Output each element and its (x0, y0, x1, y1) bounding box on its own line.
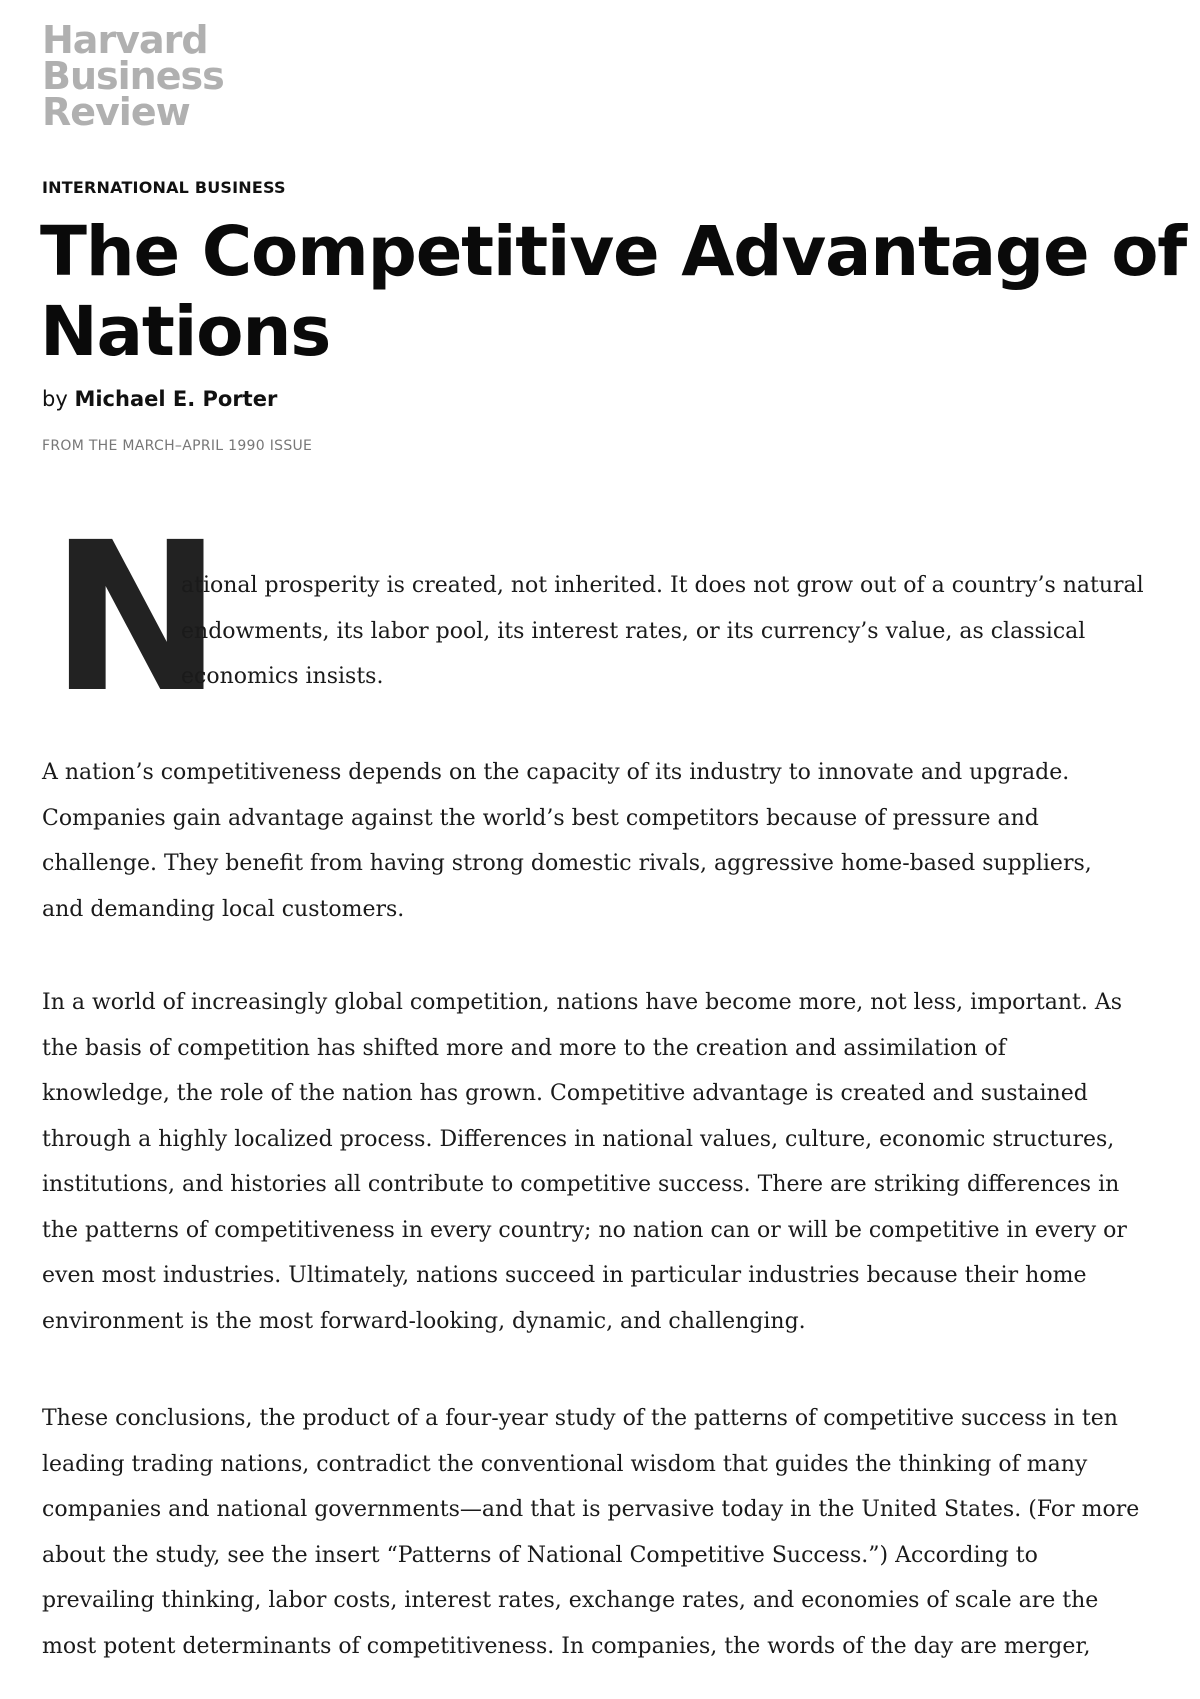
paragraph-line: In a world of increasingly global competition, nations have become more, not less, important. As (42, 990, 1123, 1015)
issue-label[interactable]: FROM THE MARCH–APRIL 1990 ISSUE (42, 438, 313, 454)
paragraph-line: the basis of competition has shifted more and more to the creation and assimilation of (42, 1035, 1006, 1061)
paragraph-line: knowledge, the role of the nation has grown. Competitive advantage is created and sustained (42, 1081, 1088, 1106)
paragraph-line: about the study, see the insert “Patterns of National Competitive Success.”) According to (42, 1542, 1038, 1568)
paragraph-line: and demanding local customers. (42, 896, 405, 922)
paragraph-line: prevailing thinking, labor costs, interest rates, exchange rates, and economies of scale are the (42, 1588, 1099, 1613)
paragraph-3 (42, 980, 1167, 1344)
paragraph-line: through a highly localized process. Differences in national values, culture, economic structures, (42, 1126, 1115, 1152)
title-line-1: The Competitive Advantage of (40, 212, 1187, 292)
paragraph-4 (42, 1396, 1167, 1669)
drop-cap: N (50, 498, 223, 738)
logo-line-3: Review (42, 90, 190, 134)
lead-paragraph (181, 563, 1171, 700)
logo-line-1: Harvard (42, 18, 208, 62)
paragraph-line: institutions, and histories all contribute to competitive success. There are striking differences in (42, 1172, 1120, 1197)
paragraph-line: A nation’s competitiveness depends on the capacity of its industry to innovate and upgrade. (42, 760, 1070, 785)
paragraph-line: most potent determinants of competitiveness. In companies, the words of the day are merger, (42, 1633, 1091, 1659)
lead-line: economics insists. (181, 664, 384, 689)
byline (42, 387, 277, 411)
byline-prefix: by (42, 387, 68, 411)
article-title (40, 212, 1187, 372)
paragraph-line: leading trading nations, contradict the conventional wisdom that guides the thinking of many (42, 1451, 1088, 1477)
paragraph-line: the patterns of competitiveness in every country; no nation can or will be competitive in every or (42, 1217, 1127, 1243)
paragraph-line: even most industries. Ultimately, nations succeed in particular industries because their home (42, 1263, 1087, 1288)
lead-line: endowments, its labor pool, its interest rates, or its currency’s value, as classical (181, 618, 1086, 644)
paragraph-line: Companies gain advantage against the world’s best competitors because of pressure and (42, 805, 1039, 831)
author-link[interactable]: Michael E. Porter (74, 387, 278, 411)
paragraph-line: challenge. They benefit from having strong domestic rivals, aggressive home-based suppliers, (42, 851, 1092, 876)
logo-line-2: Business (42, 54, 224, 98)
title-line-2: Nations (40, 292, 331, 372)
category-label[interactable]: INTERNATIONAL BUSINESS (42, 178, 286, 197)
paragraph-line: These conclusions, the product of a four-year study of the patterns of competitive success in ten (42, 1406, 1118, 1431)
paragraph-2 (42, 750, 1167, 932)
hbr-logo[interactable] (42, 18, 224, 134)
paragraph-line: companies and national governments—and that is pervasive today in the United States. (For more (42, 1497, 1140, 1522)
paragraph-line: environment is the most forward-looking, dynamic, and challenging. (42, 1308, 806, 1334)
lead-line: ational prosperity is created, not inherited. It does not grow out of a country’s natural (181, 573, 1144, 598)
